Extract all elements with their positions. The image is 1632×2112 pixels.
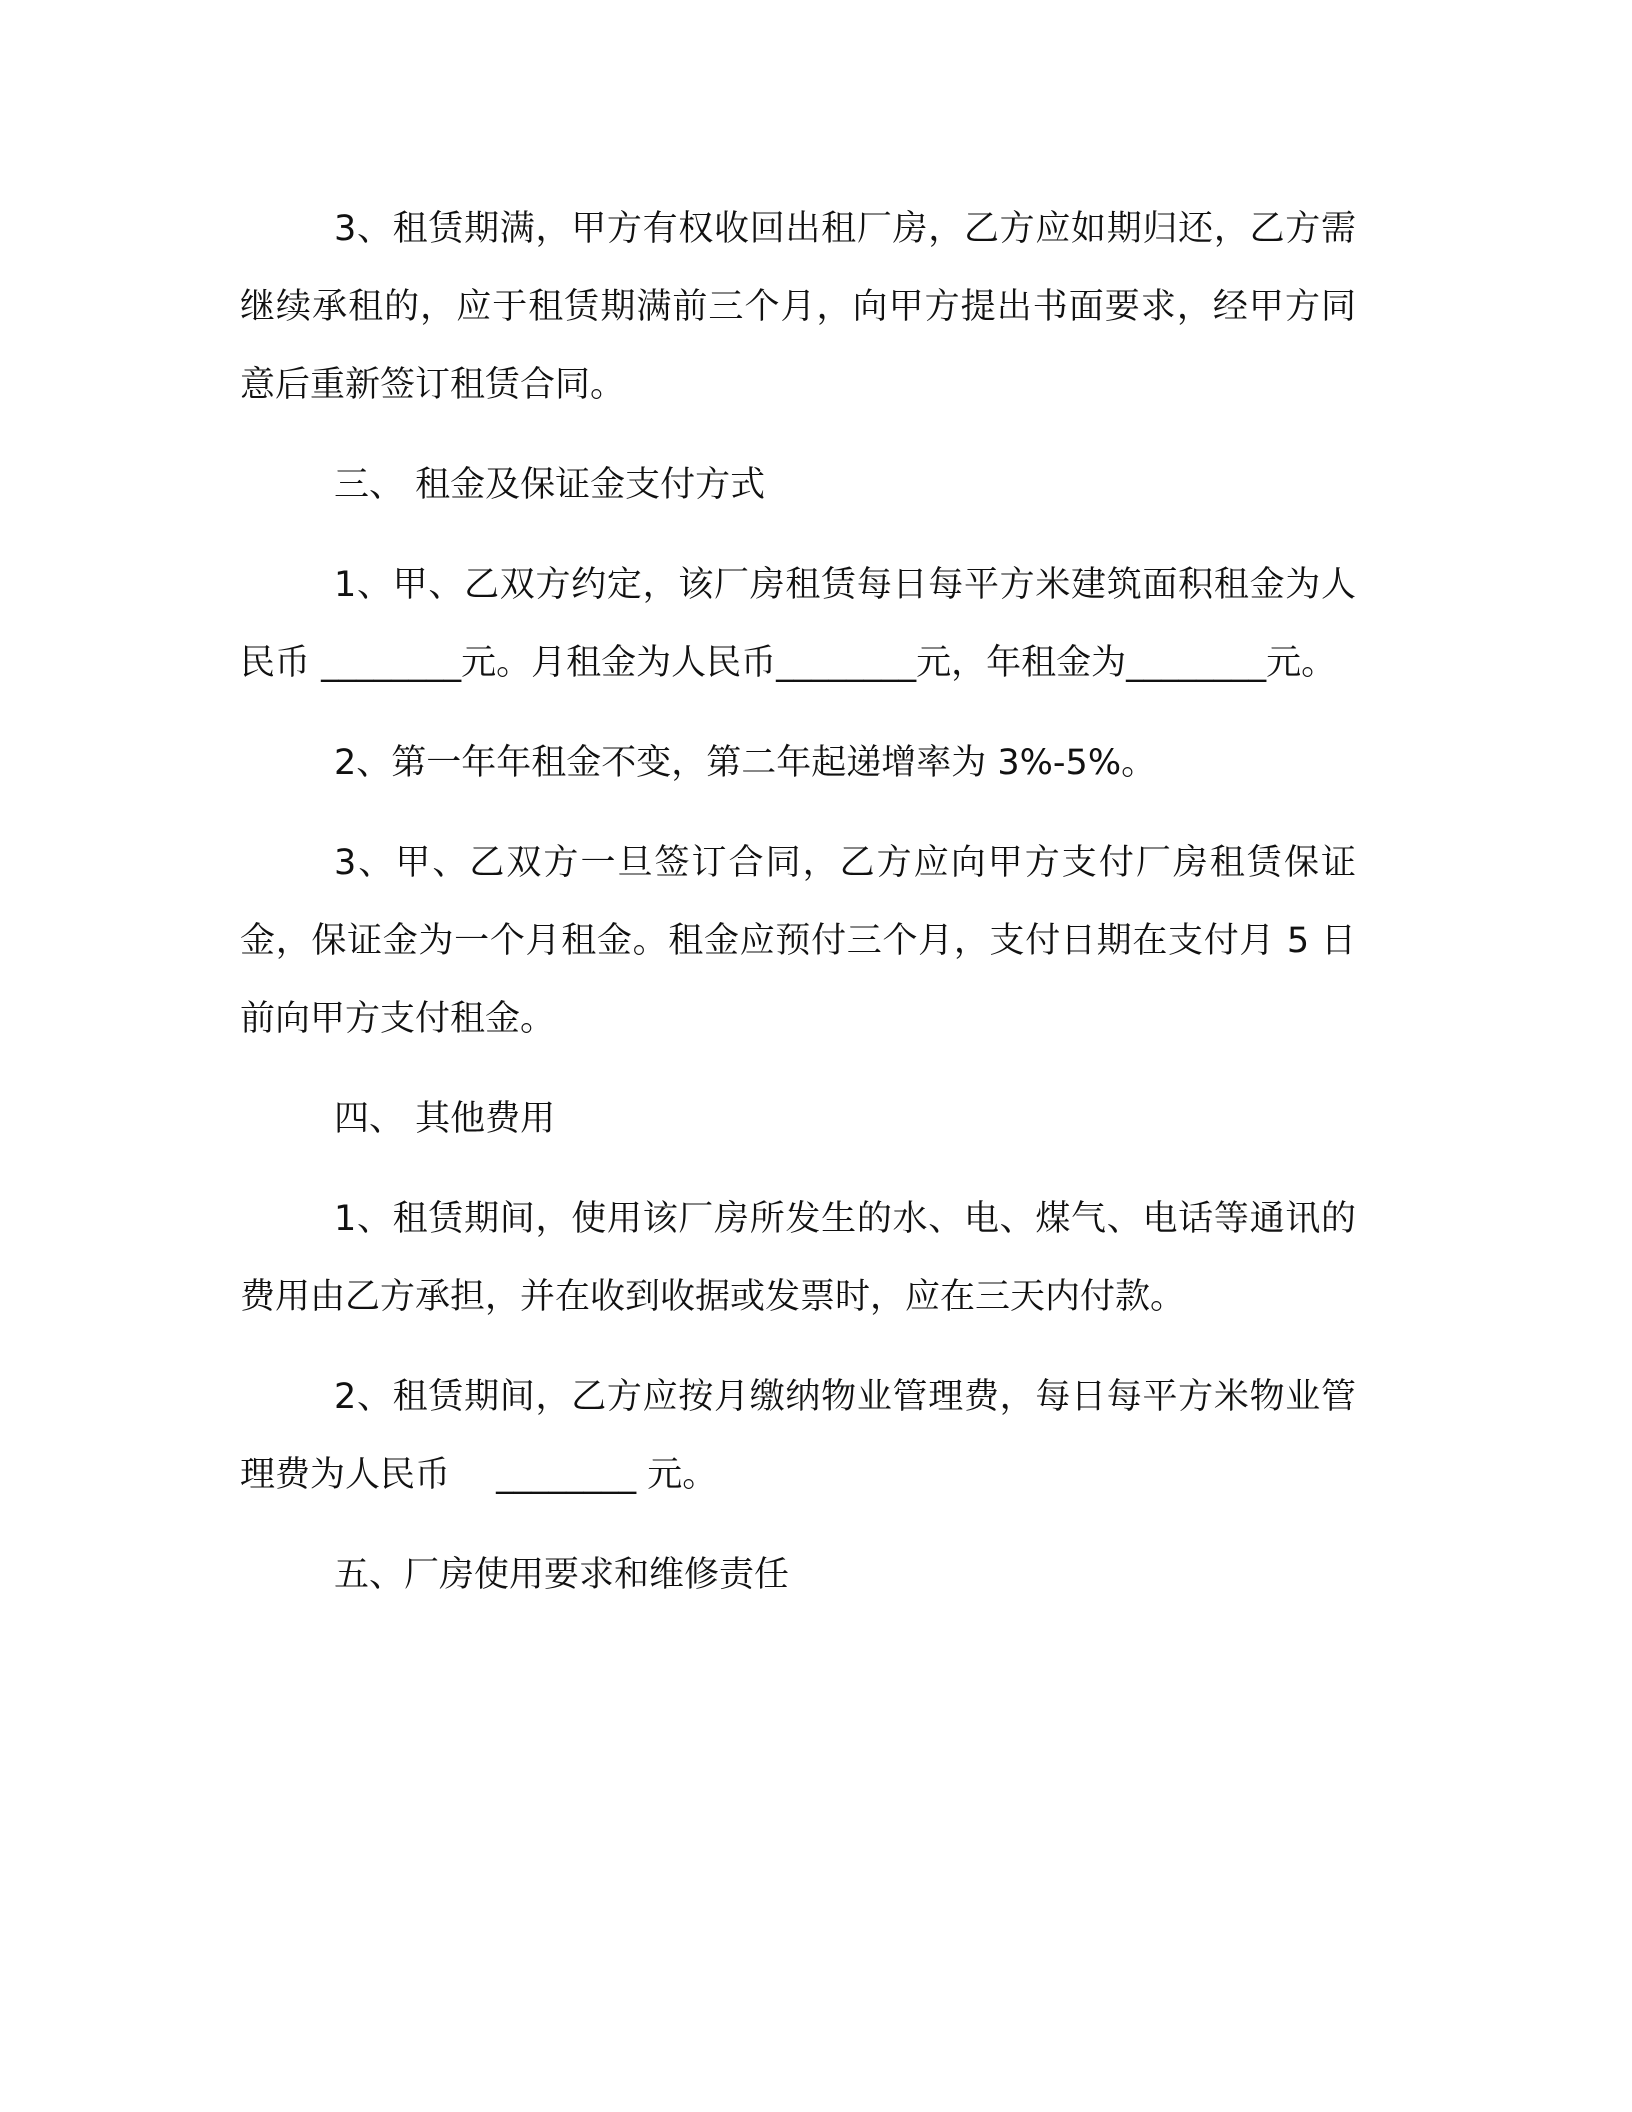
- section-heading-rent-deposit: 三、 租金及保证金支付方式: [334, 465, 766, 505]
- clause-2-3-lease-expiry: 3、租赁期满，甲方有权收回出租厂房，乙方应如期归还，乙方需继续承租的，应于租赁期满前三个月，向甲方提出书面要求，经甲方同意后重新签订租赁合同。: [240, 209, 1356, 405]
- clause-3-1-rent-amount: 1、甲、乙双方约定，该厂房租赁每日每平方米建筑面积租金为人民币 ________元。月租金为人民币________元，年租金为________元。: [240, 565, 1356, 683]
- clause-3-2-rent-increase: 2、第一年年租金不变，第二年起递增率为 3%-5%。: [334, 743, 1157, 783]
- section-heading-other-fees: 四、 其他费用: [334, 1099, 556, 1139]
- clause-4-2-management-fee: 2、租赁期间，乙方应按月缴纳物业管理费，每日每平方米物业管理费为人民币 ________ 元。: [240, 1377, 1356, 1495]
- clause-4-1-utilities: 1、租赁期间，使用该厂房所发生的水、电、煤气、电话等通讯的费用由乙方承担，并在收到收据或发票时，应在三天内付款。: [240, 1199, 1356, 1317]
- document-body: [240, 190, 1356, 1636]
- section-heading-usage-maintenance: 五、厂房使用要求和维修责任: [334, 1555, 790, 1595]
- clause-3-3-deposit: 3、甲、乙双方一旦签订合同，乙方应向甲方支付厂房租赁保证金，保证金为一个月租金。租金应预付三个月，支付日期在支付月 5 日前向甲方支付租金。: [240, 843, 1356, 1039]
